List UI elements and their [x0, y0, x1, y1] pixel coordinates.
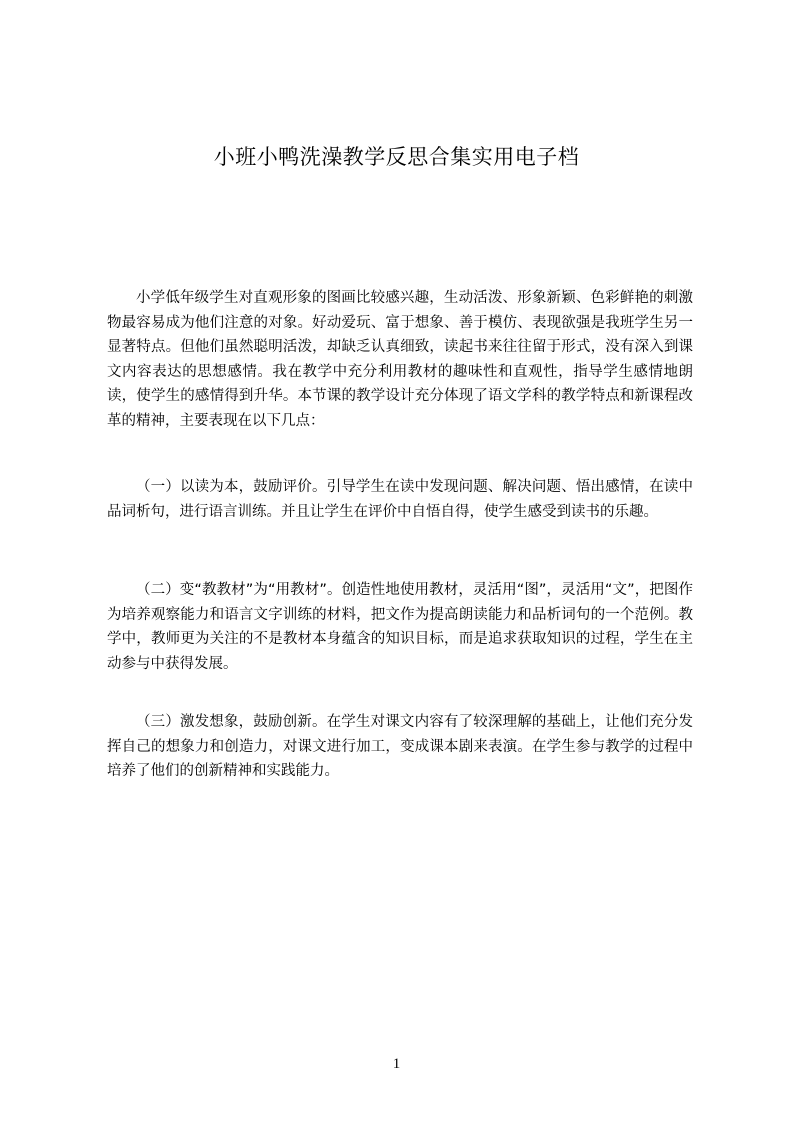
page-number: 1 [392, 1056, 401, 1072]
paragraph-intro: 小学低年级学生对直观形象的图画比较感兴趣，生动活泼、形象新颖、色彩鲜艳的刺激物最容易成为他们注意的对象。好动爱玩、富于想象、善于模仿、表现欲强是我班学生另一显著特点。但他们虽然聪明活泼，却缺乏认真细致，读起书来往往留于形式，没有深入到课文内容表达的思想感情。我在教学中充分利用教材的趣味性和直观性，指导学生感情地朗读，使学生的感情得到升华。本节课的教学设计充分体现了语文学科的教学特点和新课程改革的精神，主要表现在以下几点： [107, 290, 693, 429]
page-title: 小班小鸭洗澡教学反思合集实用电子档 [213, 145, 580, 169]
paragraph-point-2: （二）变“教教材”为“用教材”。创造性地使用教材，灵活用“图”，灵活用“文”，把图作为培养观察能力和语言文字训练的材料，把文作为提高朗读能力和品析词句的一个范例。教学中，教师更为关注的不是教材本身蕴含的知识目标，而是追求获取知识的过程，学生在主动参与中获得发展。 [107, 582, 693, 672]
paragraph-point-3: （三）激发想象，鼓励创新。在学生对课文内容有了较深理解的基础上，让他们充分发挥自己的想象力和创造力，对课文进行加工，变成课本剧来表演。在学生参与教学的过程中培养了他们的创新精神和实践能力。 [107, 714, 693, 779]
paragraph-point-1: （一）以读为本，鼓励评价。引导学生在读中发现问题、解决问题、悟出感情，在读中品词析句，进行语言训练。并且让学生在评价中自悟自得，使学生感受到读书的乐趣。 [107, 479, 693, 520]
